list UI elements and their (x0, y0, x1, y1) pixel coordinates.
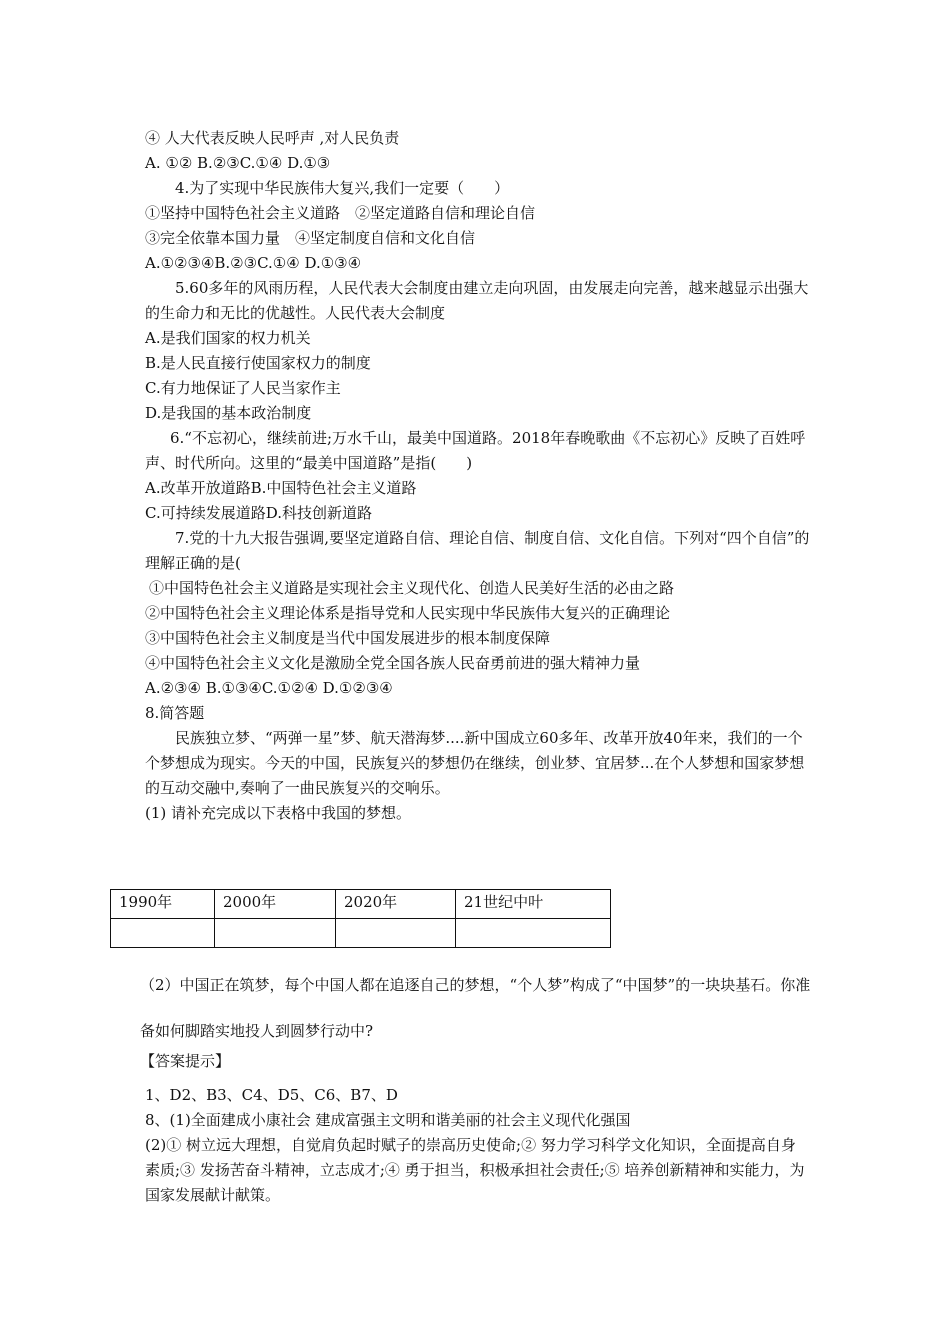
q7-option-3: ③中国特色社会主义制度是当代中国发展进步的根本制度保障 (145, 629, 551, 647)
table-answer-cell[interactable] (336, 919, 456, 948)
q7-stem: 7.党的十九大报告强调,要坚定道路自信、理论自信、制度自信、文化自信。下列对“四个自信”的理解正确的是( (145, 529, 810, 572)
q8-heading: 8.简答题 (145, 704, 205, 722)
answers-line-1: 1、D2、B3、C4、D5、C6、B7、D (145, 1086, 398, 1104)
answers-heading: 【答案提示】 (140, 1052, 231, 1070)
q7-option-1: ①中国特色社会主义道路是实现社会主义现代化、创造人民美好生活的必由之路 (149, 579, 675, 597)
table-header-cell: 1990年 (111, 890, 215, 919)
table-answer-row (111, 919, 611, 948)
q3-option-4: ④ 人大代表反映人民呼声 ,对人民负责 (145, 129, 400, 147)
q3-choices: A. ①② B.②③C.①④ D.①③ (145, 154, 331, 172)
table-header-row (111, 890, 611, 919)
q5-stem: 5.60多年的风雨历程，人民代表大会制度由建立走向巩固，由发展走向完善，越来越显示出强大的生命力和无比的优越性。人民代表大会制度 (145, 279, 809, 322)
table-answer-cell[interactable] (111, 919, 215, 948)
table-answer-cell[interactable] (215, 919, 336, 948)
q4-stem: 4.为了实现中华民族伟大复兴,我们一定要（ ） (175, 179, 510, 197)
q7-option-4: ④中国特色社会主义文化是激励全党全国各族人民奋勇前进的强大精神力量 (145, 654, 641, 672)
q5-option-d: D.是我国的基本政治制度 (145, 404, 312, 422)
table-header-cell: 2000年 (215, 890, 336, 919)
q5-option-c: C.有力地保证了人民当家作主 (145, 379, 341, 397)
q4-choices: A.①②③④B.②③C.①④ D.①③④ (145, 254, 362, 272)
table-answer-cell[interactable] (456, 919, 611, 948)
dream-table (110, 889, 611, 948)
q8-passage: 民族独立梦、“两弹一星”梦、航天潜海梦....新中国成立60多年、改革开放40年来，我们的一个个梦想成为现实。今天的中国，民族复兴的梦想仍在继续，创业梦、宜居梦...在个人梦想和国家梦想的互动交融中,奏响了一曲民族复兴的交响乐。 (145, 729, 805, 797)
q8-sub-question-1: (1) 请补充完成以下表格中我国的梦想。 (145, 804, 412, 822)
q4-options-line-2: ③完全依靠本国力量 ④坚定制度自信和文化自信 (145, 229, 476, 247)
q6-options-ab: A.改革开放道路B.中国特色社会主义道路 (145, 479, 417, 497)
table-header-cell: 2020年 (336, 890, 456, 919)
q8-sub-question-2: （2）中国正在筑梦，每个中国人都在追逐自己的梦想，“个人梦”构成了“中国梦”的一块块基石。你准备如何脚踏实地投人到圆梦行动中? (140, 976, 811, 1040)
q7-option-2: ②中国特色社会主义理论体系是指导党和人民实现中华民族伟大复兴的正确理论 (145, 604, 671, 622)
table-header-cell: 21世纪中叶 (456, 890, 611, 919)
q5-option-a: A.是我们国家的权力机关 (145, 329, 311, 347)
q5-option-b: B.是人民直接行使国家权力的制度 (145, 354, 371, 372)
q7-choices: A.②③④ B.①③④C.①②④ D.①②③④ (145, 679, 393, 697)
answers-line-2: 8、(1)全面建成小康社会 建成富强主文明和谐美丽的社会主义现代化强国 (145, 1111, 631, 1129)
q6-options-cd: C.可持续发展道路D.科技创新道路 (145, 504, 372, 522)
q6-stem: 6.“不忘初心，继续前进;万水千山，最美中国道路。2018年春晚歌曲《不忘初心》反映了百姓呼声、时代所向。这里的“最美中国道路”是指( ) (145, 429, 806, 472)
answers-line-3: (2)① 树立远大理想，自觉肩负起时赋子的崇高历史使命;② 努力学习科学文化知识，全面提高自身素质;③ 发扬苦奋斗精神，立志成才;④ 勇于担当，积极承担社会责任;⑤ 培养创新精神和实能力，为国家发展献计献策。 (145, 1136, 805, 1204)
q4-options-line-1: ①坚持中国特色社会主义道路 ②坚定道路自信和理论自信 (145, 204, 536, 222)
